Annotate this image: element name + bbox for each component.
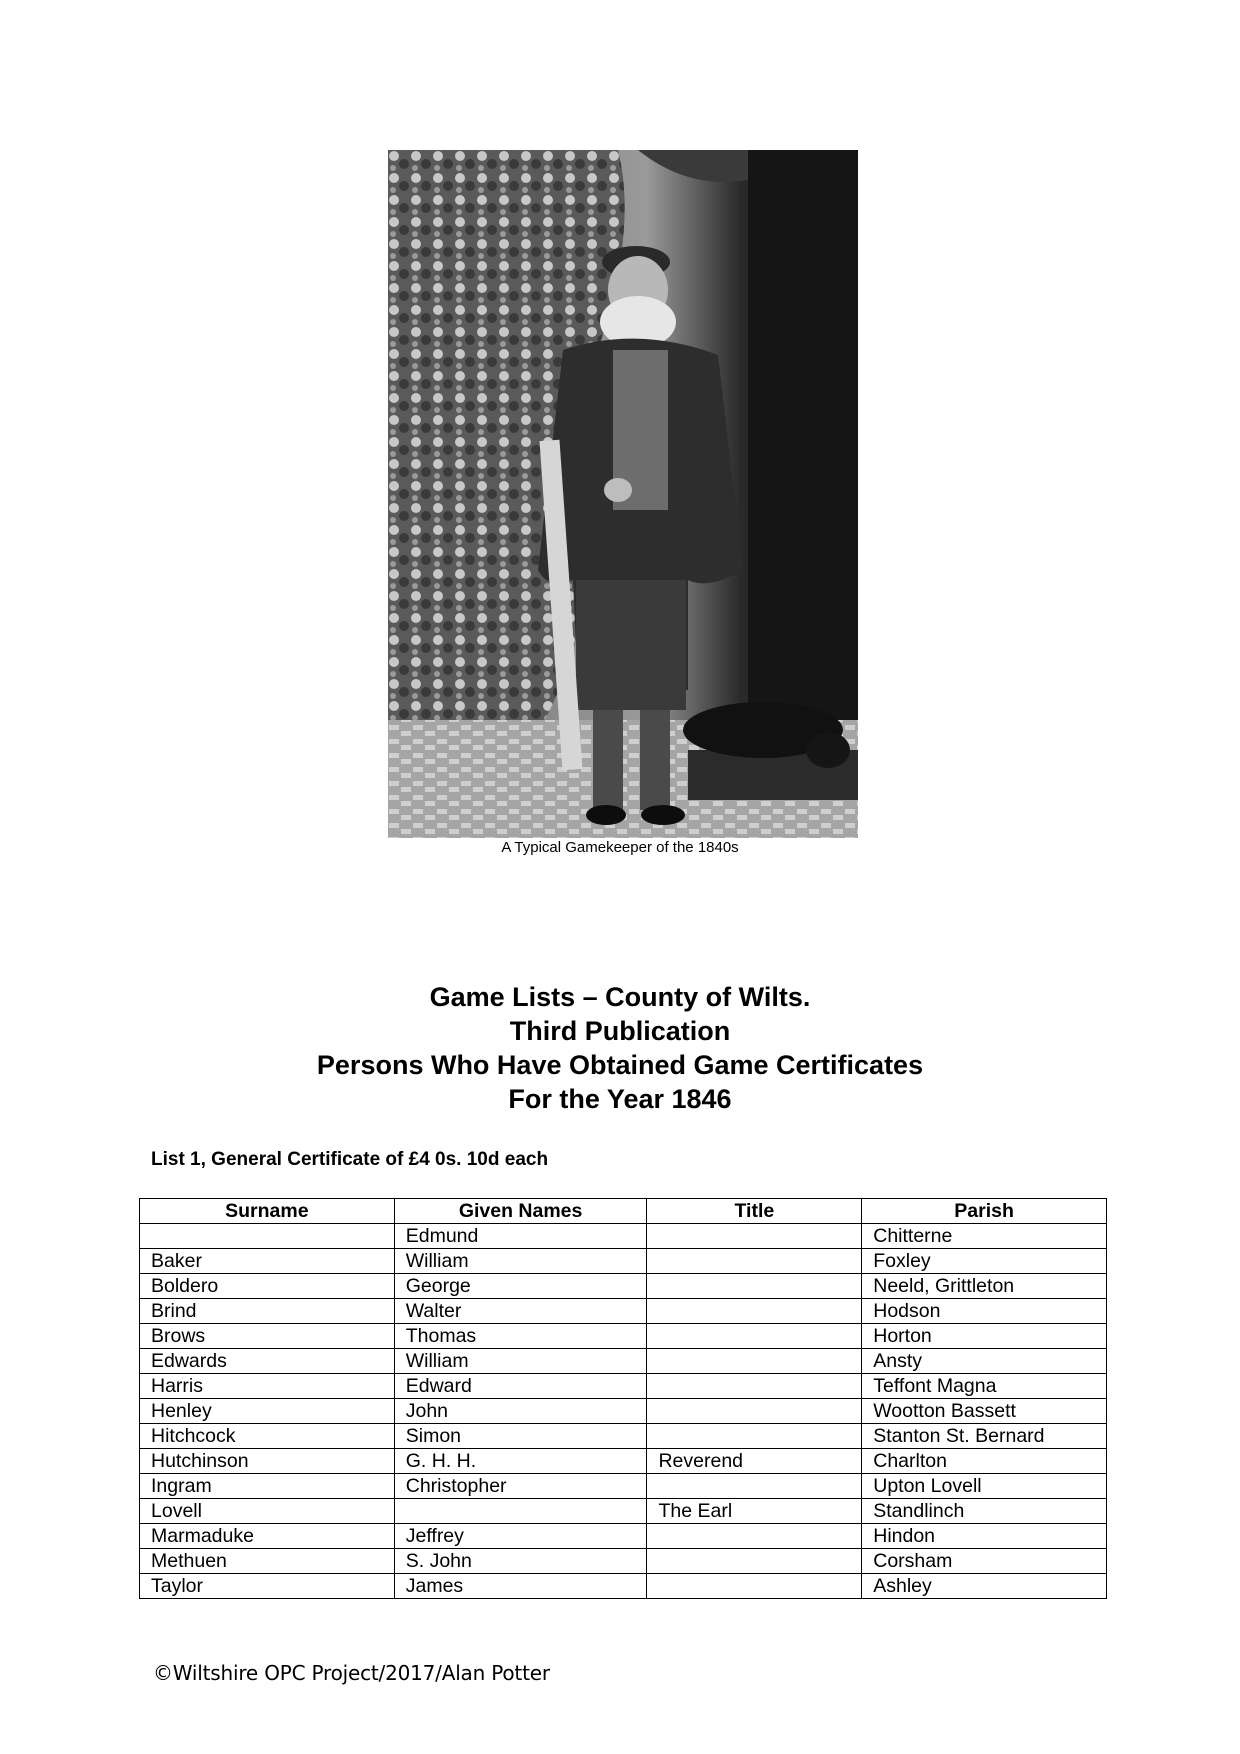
surname-cell: Brows xyxy=(140,1324,395,1349)
table-row xyxy=(140,1574,1107,1599)
parish-cell: Hindon xyxy=(862,1524,1107,1549)
surname-cell: Henley xyxy=(140,1399,395,1424)
given-names-cell: William xyxy=(394,1349,647,1374)
surname-cell: Lovell xyxy=(140,1499,395,1524)
title-line-2: Third Publication xyxy=(509,1016,731,1046)
title-line-1: Game Lists – County of Wilts. xyxy=(429,982,811,1012)
surname-cell xyxy=(140,1224,395,1249)
title-line-4: For the Year 1846 xyxy=(508,1084,732,1114)
page-title xyxy=(0,980,1240,1116)
title-cell: Reverend xyxy=(647,1449,862,1474)
title-cell xyxy=(647,1349,862,1374)
gamekeeper-photo xyxy=(388,150,858,838)
surname-cell: Methuen xyxy=(140,1549,395,1574)
table-row xyxy=(140,1499,1107,1524)
title-cell xyxy=(647,1299,862,1324)
title-cell xyxy=(647,1274,862,1299)
table-row xyxy=(140,1324,1107,1349)
title-cell xyxy=(647,1324,862,1349)
title-cell xyxy=(647,1224,862,1249)
parish-cell: Charlton xyxy=(862,1449,1107,1474)
table-row xyxy=(140,1374,1107,1399)
given-names-cell: Simon xyxy=(394,1424,647,1449)
photo-caption: A Typical Gamekeeper of the 1840s xyxy=(501,839,739,856)
parish-cell: Horton xyxy=(862,1324,1107,1349)
parish-cell: Ansty xyxy=(862,1349,1107,1374)
given-names-cell: Edmund xyxy=(394,1224,647,1249)
given-names-cell: S. John xyxy=(394,1549,647,1574)
table-row xyxy=(140,1399,1107,1424)
parish-cell: Upton Lovell xyxy=(862,1474,1107,1499)
surname-cell: Marmaduke xyxy=(140,1524,395,1549)
title-cell xyxy=(647,1574,862,1599)
parish-cell: Corsham xyxy=(862,1549,1107,1574)
surname-cell: Hitchcock xyxy=(140,1424,395,1449)
table-row xyxy=(140,1249,1107,1274)
title-line-3: Persons Who Have Obtained Game Certificates xyxy=(316,1050,924,1080)
given-names-cell: William xyxy=(394,1249,647,1274)
surname-cell: Brind xyxy=(140,1299,395,1324)
title-cell xyxy=(647,1399,862,1424)
title-cell xyxy=(647,1549,862,1574)
header-title: Title xyxy=(647,1199,862,1224)
table-row xyxy=(140,1549,1107,1574)
title-cell xyxy=(647,1424,862,1449)
header-surname: Surname xyxy=(140,1199,395,1224)
given-names-cell: James xyxy=(394,1574,647,1599)
title-cell xyxy=(647,1249,862,1274)
parish-cell: Ashley xyxy=(862,1574,1107,1599)
title-cell xyxy=(647,1474,862,1499)
given-names-cell: Christopher xyxy=(394,1474,647,1499)
surname-cell: Taylor xyxy=(140,1574,395,1599)
surname-cell: Boldero xyxy=(140,1274,395,1299)
given-names-cell: Thomas xyxy=(394,1324,647,1349)
title-cell xyxy=(647,1524,862,1549)
parish-cell: Stanton St. Bernard xyxy=(862,1424,1107,1449)
list-label: List 1, General Certificate of £4 0s. 10d each xyxy=(151,1149,549,1170)
table-row xyxy=(140,1224,1107,1249)
given-names-cell xyxy=(394,1499,647,1524)
given-names-cell: Walter xyxy=(394,1299,647,1324)
table-row xyxy=(140,1299,1107,1324)
parish-cell: Chitterne xyxy=(862,1224,1107,1249)
table-row xyxy=(140,1449,1107,1474)
table-row xyxy=(140,1424,1107,1449)
title-cell: The Earl xyxy=(647,1499,862,1524)
parish-cell: Neeld, Grittleton xyxy=(862,1274,1107,1299)
table-row xyxy=(140,1474,1107,1499)
surname-cell: Edwards xyxy=(140,1349,395,1374)
table-row xyxy=(140,1349,1107,1374)
given-names-cell: Jeffrey xyxy=(394,1524,647,1549)
parish-cell: Foxley xyxy=(862,1249,1107,1274)
parish-cell: Wootton Bassett xyxy=(862,1399,1107,1424)
surname-cell: Hutchinson xyxy=(140,1449,395,1474)
parish-cell: Teffont Magna xyxy=(862,1374,1107,1399)
table-row xyxy=(140,1274,1107,1299)
given-names-cell: Edward xyxy=(394,1374,647,1399)
parish-cell: Standlinch xyxy=(862,1499,1107,1524)
surname-cell: Harris xyxy=(140,1374,395,1399)
copyright-footer: ©Wiltshire OPC Project/2017/Alan Potter xyxy=(153,1661,550,1685)
table-header-row xyxy=(140,1199,1107,1224)
game-certificate-table xyxy=(139,1198,1107,1599)
given-names-cell: John xyxy=(394,1399,647,1424)
header-given-names: Given Names xyxy=(394,1199,647,1224)
surname-cell: Baker xyxy=(140,1249,395,1274)
given-names-cell: George xyxy=(394,1274,647,1299)
parish-cell: Hodson xyxy=(862,1299,1107,1324)
header-parish: Parish xyxy=(862,1199,1107,1224)
given-names-cell: G. H. H. xyxy=(394,1449,647,1474)
surname-cell: Ingram xyxy=(140,1474,395,1499)
title-cell xyxy=(647,1374,862,1399)
table-row xyxy=(140,1524,1107,1549)
